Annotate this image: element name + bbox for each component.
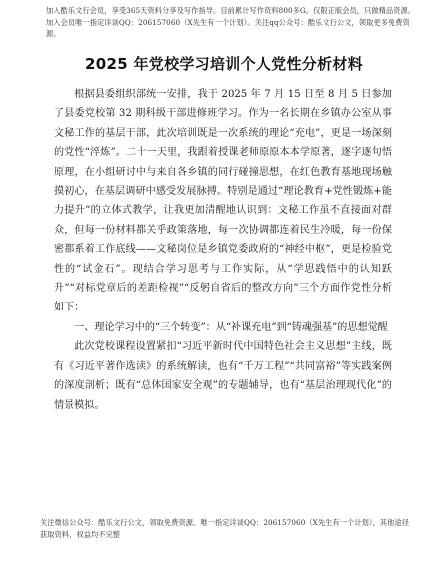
footer-promo-note: 关注微信公众号：酷乐文行公文，领取免费资源。唯一指定详谈QQ：206157060（X先生有一个计划），其他途径获取资料，权益均不完整 [40,518,410,539]
document-body [54,85,392,415]
body-paragraph-section-1: 此次党校课程设置紧扣“习近平新时代中国特色社会主义思想”主线，既有《习近平著作选读》的系统解读，也有“千万工程”“共同富裕”等实践案例的深度剖析；既有“总体国家安全观”的专题辅导，也有“基层治理现代化”的情景模拟。 [54,341,392,411]
section-heading-1: 一、理论学习中的“三个转变”：从“补课充电”到“铸魂强基”的思想觉醒 [74,321,388,333]
header-promo-note: 加入酷乐文行会员，享受365天资料分享及写作指导。目前累计写作资料800多G。仅限正版会员，只做精品资源。加入会员唯一指定详谈QQ：206157060（X先生有一个计划）。关注qq公众号：酷乐文行公文，领取更多免费资源。 [46,6,416,38]
document-title: 2025 年党校学习培训个人党性分析材料 [85,55,363,73]
body-paragraph-intro: 根据县委组织部统一安排，我于 2025 年 7 月 15 日至 8 月 5 日参加了县委党校第 32 期科级干部进修班学习。作为一名长期在乡镇办公室从事文秘工作的基层干部，此次培训既是一次系统的理论“充电”，更是一场深刻的党性“淬炼”。二十一天里，我跟着授课老师原原本本学原著，逐字逐句悟原理，在小组研讨中与来自各乡镇的同行碰撞思想，在红色教育基地现场触摸初心，在基层调研中感受发展脉搏。特别是通过“理论教育+党性锻炼+能力提升”的立体式教学，让我更加清醒地认识到：文秘工作虽不直接面对群众，但每一份材料都关乎政策落地，每一次协调都连着民生冷暖，每一份保密都系着工作底线——文秘岗位是乡镇党委政府的“神经中枢”，更是检验党性的“试金石”。现结合学习思考与工作实际，从“学思践悟中的认知跃升”“对标党章后的差距检视”“反躬自省后的整改方向”三个方面作党性分析如下： [54,89,392,314]
